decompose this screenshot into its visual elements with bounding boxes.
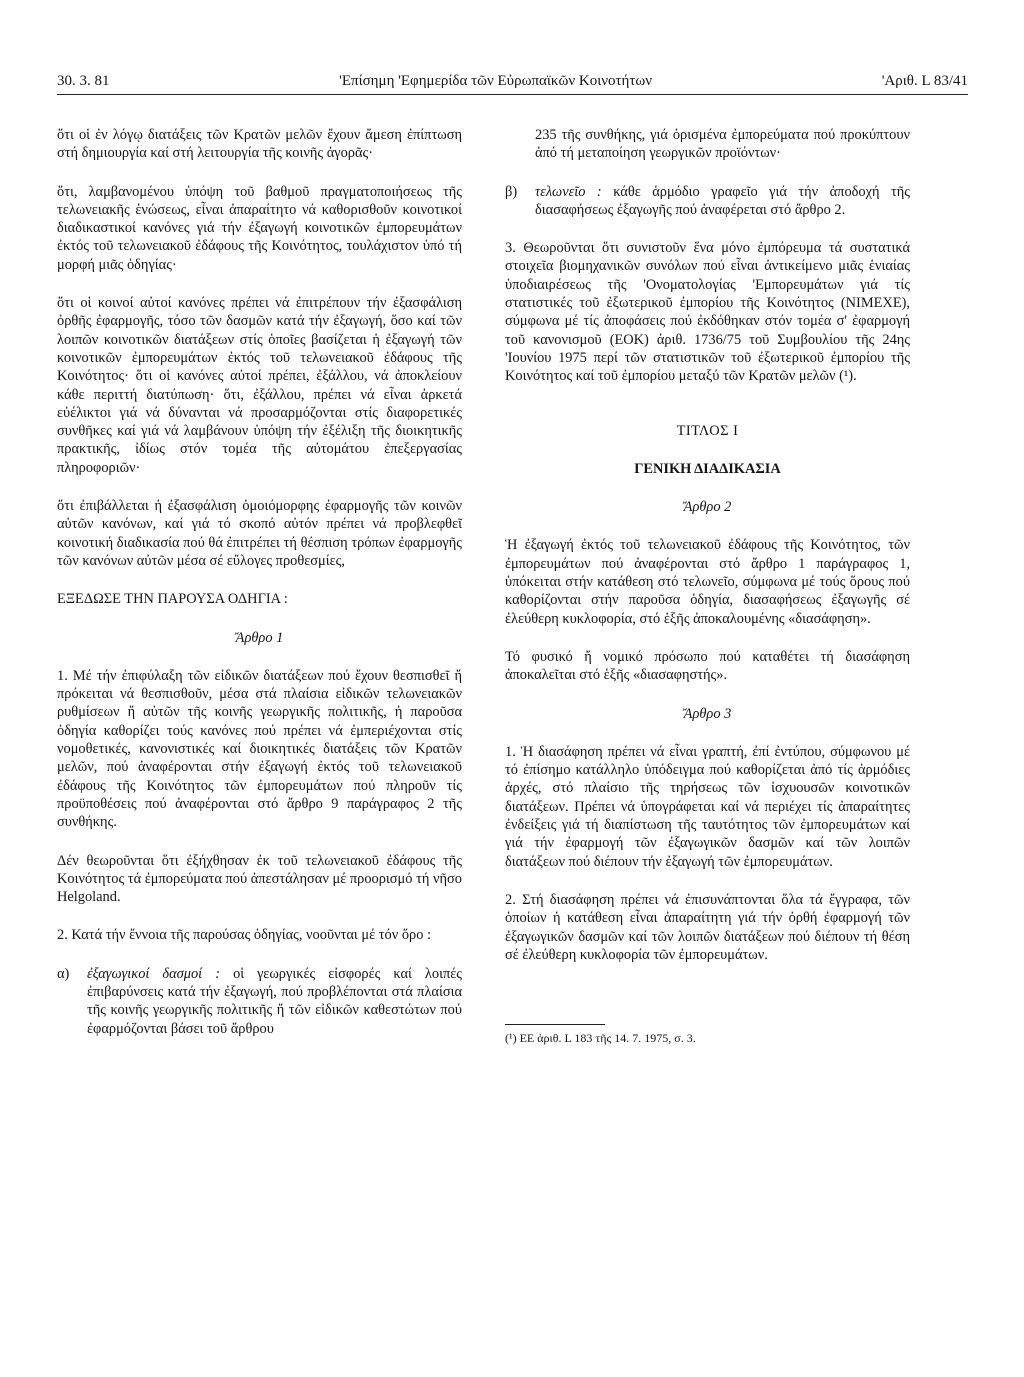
- article-1-heading: Ἄρθρο 1: [235, 629, 284, 646]
- definition-term: τελωνεῖο :: [535, 183, 602, 200]
- title-name: ΓΕΝΙΚΗ ΔΙΑΔΙΚΑΣΙΑ: [634, 460, 781, 477]
- definition-b: [505, 183, 910, 220]
- definition-term: ἐξαγωγικοί δασμοί :: [87, 965, 221, 982]
- article-1-paragraph: 2. Κατά τήν ἔννοια τῆς παρούσας ὁδηγίας, νοοῦνται μέ τόν ὅρο :: [57, 927, 431, 944]
- header-date: 30. 3. 81: [57, 73, 110, 89]
- definition-label: α): [57, 965, 70, 982]
- recital-paragraph: ὅτι οἱ ἐν λόγῳ διατάξεις τῶν Κρατῶν μελῶν ἔχουν ἄμεση ἐπίπτωση στή δημιουργία καί στή λειτουργία τῆς κοινῆς ἀγορᾶς·: [57, 127, 462, 162]
- left-column: [57, 126, 462, 1038]
- article-2-heading: Ἄρθρο 2: [683, 499, 732, 516]
- definition-a: [57, 965, 462, 1038]
- footnote: (¹) ΕΕ ἀριθ. L 183 τῆς 14. 7. 1975, σ. 3.: [505, 1031, 696, 1046]
- recital-paragraph: ὅτι, λαμβανομένου ὑπόψη τοῦ βαθμοῦ πραγματοποιήσεως τῆς τελωνειακῆς ἑνώσεως, εἶναι ἀπαραίτητο νά καθορισθοῦν κοινοτικοί διαδικαστικοί κανόνες γιά τήν ἐξαγωγή κοινοτικῶν ἐμπορευμάτων ἐκτός τοῦ τελωνειακοῦ ἐδάφους τῆς Κοινότητος, τουλάχιστον ὑπό τή μορφή μιᾶς ὁδηγίας·: [57, 183, 462, 273]
- right-column: [505, 126, 910, 1046]
- definition-text: κάθε ἁρμόδιο γραφεῖο γιά τήν ἀποδοχή τῆς διασαφήσεως ἐξαγωγῆς πού ἀναφέρεται στό ἄρθρο 2.: [535, 183, 910, 218]
- article-3-paragraph: 1. Ἡ διασάφηση πρέπει νά εἶναι γραπτή, ἐπί ἐντύπου, σύμφωνου μέ τό ἐπίσημο κατάλληλο ὑπόδειγμα πού καθορίζεται ἀπό τίς ἁρμόδιες ἀρχές, στό πλαίσιο τῆς τηρήσεως τῶν ἰσχυουσῶν κοινοτικῶν διατάξεων. Πρέπει νά ὑπογράφεται καί νά περιέχει τίς ἀπαραίτητες ἐνδείξεις γιά τή διαπίστωση τῆς ταυτότητος τῶν ἐμπορευμάτων καί γιά τήν ἐφαρμογή τῶν ἐξαγωγικῶν δασμῶν καί τῶν λοιπῶν διατάξεων πού διέπουν τήν ἐξαγωγή τῶν ἐμπορευμάτων.: [505, 743, 910, 870]
- page-header: [57, 73, 968, 95]
- article-3-paragraph: 2. Στή διασάφηση πρέπει νά ἐπισυνάπτονται ὅλα τά ἔγγραφα, τῶν ὁποίων ἡ κατάθεση εἶναι ἀπαραίτητη γιά τήν ὀρθή ἐφαρμογή τῶν ἐξαγωγικῶν δασμῶν καί τῶν λοιπῶν διατάξεων πού διέπουν τή θέση σέ ἐλεύθερη κυκλοφορία τῶν ἐμπορευμάτων.: [505, 891, 910, 963]
- recital-paragraph: ὅτι ἐπιβάλλεται ἡ ἐξασφάλιση ὁμοιόμορφης ἐφαρμογῆς τῶν κοινῶν αὐτῶν κανόνων, καί γιά τό σκοπό αὐτόν πρέπει νά προβλεφθεῖ κοινοτική διαδικασία πού θά ἐπιτρέπει τή θέσπιση τρόπων ἐφαρμογῆς τῶν κανόνων αὐτῶν μέσα σέ εὔλογες προθεσμίες,: [57, 498, 462, 569]
- definition-a-continuation: 235 τῆς συνθήκης, γιά ὁρισμένα ἐμπορεύματα πού προκύπτουν ἀπό τή μεταποίηση γεωργικῶν προϊόντων·: [535, 127, 910, 162]
- header-reference: 'Αριθ. L 83/41: [881, 73, 968, 89]
- enacting-formula: ΕΞΕΔΩΣΕ ΤΗΝ ΠΑΡΟΥΣΑ ΟΔΗΓΙΑ :: [57, 591, 288, 608]
- article-3-heading: Ἄρθρο 3: [683, 705, 732, 722]
- article-1-paragraph: 1. Μέ τήν ἐπιφύλαξη τῶν εἰδικῶν διατάξεων πού ἔχουν θεσπισθεῖ ἤ πρόκειται νά θεσπισθοῦν, μέσα στά πλαίσια εἰδικῶν τελωνειακῶν ρυθμίσεων ἤ αὐτῶν τῆς κοινῆς γεωργικῆς πολιτικῆς, ἡ παροῦσα ὁδηγία καθορίζει τούς κανόνες πού πρέπει νά ἐμπεριέχονται στίς νομοθετικές, κανονιστικές καί διοικητικές διατάξεις τῶν Κρατῶν μελῶν, πού ἀναφέρονται στήν ἐξαγωγή ἐκτός τοῦ τελωνειακοῦ ἐδάφους τῆς Κοινότητος τῶν ἐμπορευμάτων πού πληροῦν τίς προϋποθέσεις πού ἀναφέρονται στό ἄρθρο 9 παράγραφος 2 τῆς συνθήκης.: [57, 667, 462, 831]
- title-number: ΤΙΤΛΟΣ Ι: [676, 422, 739, 439]
- article-2-paragraph: Τό φυσικό ἤ νομικό πρόσωπο πού καταθέτει τή διασάφηση ἀποκαλεῖται στό ἑξῆς «διασαφηστής».: [505, 648, 910, 684]
- footnote-divider: [505, 1024, 605, 1025]
- article-1-paragraph-3: 3. Θεωροῦνται ὅτι συνιστοῦν ἕνα μόνο ἐμπόρευμα τά συστατικά στοιχεῖα βιομηχανικῶν συνόλων πού εἶναι ἀντικείμενο μιᾶς ἑνιαίας ὑποδιαιρέσεως τῆς 'Ονοματολογίας 'Εμπορευμάτων γιά τίς στατιστικές τοῦ ἐξωτερικοῦ ἐμπορίου τῆς Κοινότητος (ΝΙΜΕΧΕ), σύμφωνα μέ τίς ἀποφάσεις πού ἐκδόθηκαν στόν τομέα σ' ἐφαρμογή τοῦ κανονισμοῦ (ΕΟΚ) ἀριθ. 1736/75 τοῦ Συμβουλίου τῆς 24ης 'Ιουνίου 1975 περί τῶν στατιστικῶν τοῦ ἐξωτερικοῦ ἐμπορίου τῆς Κοινότητος καί τοῦ ἐμπορίου μεταξύ τῶν Κρατῶν μελῶν (¹).: [505, 240, 910, 385]
- article-1-paragraph: Δέν θεωροῦνται ὅτι ἐξήχθησαν ἐκ τοῦ τελωνειακοῦ ἐδάφους τῆς Κοινότητος τά ἐμπορεύματα πού ἀπεστάλησαν μέ προορισμό τή νῆσο Helgoland.: [57, 852, 462, 906]
- article-2-paragraph: Ἡ ἐξαγωγή ἐκτός τοῦ τελωνειακοῦ ἐδάφους τῆς Κοινότητος, τῶν ἐμπορευμάτων πού ἀναφέρονται στό ἄρθρο 1 παράγραφος 1, ὑπόκειται στήν κατάθεση στό τελωνεῖο, σύμφωνα μέ τούς ὅρους πού καθορίζονται στήν παροῦσα ὁδηγία, διασαφήσεως ἐξαγωγῆς σέ ἐλεύθερη κυκλοφορία, στό ἑξῆς ἀποκαλουμένης «διασάφηση».: [505, 537, 910, 627]
- definition-label: β): [505, 183, 518, 200]
- recital-paragraph: ὅτι οἱ κοινοί αὐτοί κανόνες πρέπει νά ἐπιτρέπουν τήν ἐξασφάλιση ὀρθῆς ἐφαρμογῆς, τόσο τῶν δασμῶν κατά τήν ἐξαγωγή, ὅσο καί τῶν λοιπῶν κοινοτικῶν διατάξεων στίς ὁποῖες βασίζεται ἡ ἐξαγωγή τῶν κοινοτικῶν ἐμπορευμάτων ἐκτός τοῦ τελωνειακοῦ ἐδάφους τῆς Κοινότητος· ὅτι οἱ κανόνες αὐτοί πρέπει, ἐξάλλου, νά ἀποκλείουν κάθε περιττή διατύπωση· ὅτι, ἐξάλλου, πρέπει νά εἶναι ἀρκετά εὐέλικτοι γιά νά δύνανται νά προσαρμόζονται στίς διαφορετικές συνθῆκες καί γιά νά λαμβάνουν ὑπόψη τήν ἐξέλιξη τῆς διοικητικῆς πρακτικῆς, ἰδίως στόν τομέα τῆς αὐτομάτου ἐπεξεργασίας πληροφοριῶν·: [57, 295, 462, 476]
- definition-text: οἱ γεωργικές εἰσφορές καί λοιπές ἐπιβαρύνσεις κατά τήν ἐξαγωγή, πού προβλέπονται στά πλαίσια τῆς κοινῆς γεωργικῆς πολιτικῆς ἤ τῶν εἰδικῶν καθεστώτων πού ἐφαρμόζονται βάσει τοῦ ἄρθρου: [87, 965, 462, 1037]
- header-journal-title: 'Επίσημη 'Εφημερίδα τῶν Εὐρωπαϊκῶν Κοινοτήτων: [339, 73, 653, 89]
